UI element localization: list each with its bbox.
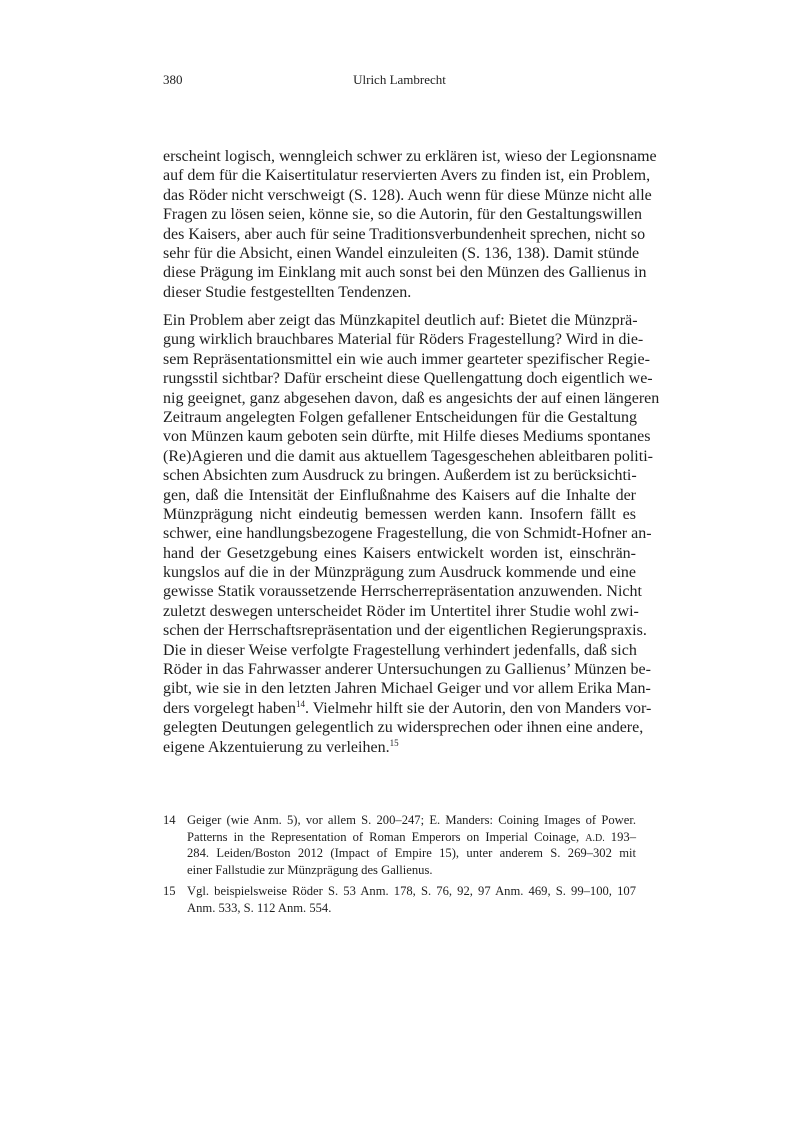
text-line [163, 698, 652, 718]
text-line: gung wirklich brauchbares Material für Röders Fragestellung? Wird in die- [163, 331, 644, 349]
text-line: gibt, wie sie in den letzten Jahren Michael Geiger und vor allem Erika Man- [163, 680, 651, 698]
text-line: kungslos auf die in der Münzprägung zum Ausdruck kommende und eine [163, 564, 636, 582]
footnote-line: 284. Leiden/Boston 2012 (Impact of Empire 15), unter anderem S. 269–302 mit [187, 846, 636, 861]
text-line: hand der Gesetzgebung eines Kaisers entwickelt worden ist, einschrän- [163, 544, 636, 562]
footnote-ref-14[interactable]: 14 [296, 698, 305, 709]
text-line: Die in dieser Weise verfolgte Fragestellung verhindert jedenfalls, daß sich [163, 641, 637, 659]
footnote-line: Geiger (wie Anm. 5), vor allem S. 200–247; E. Manders: Coining Images of Power. [187, 813, 636, 827]
text-line: Röder in das Fahrwasser anderer Untersuchungen zu Gallienus’ Münzen be- [163, 661, 651, 679]
footnote-line [187, 829, 636, 846]
footnote-ref-15[interactable]: 15 [389, 737, 399, 748]
text-segment: Patterns in the Representation of Roman Emperors on Imperial Coinage, [187, 829, 586, 844]
text-line: diese Prägung im Einklang mit auch sonst bei den Münzen des Gallienus in [163, 264, 647, 282]
text-line: Münzprägung nicht eindeutig bemessen werden kann. Insofern fällt es [163, 505, 636, 523]
text-line: von Münzen kaum geboten sein dürfte, mit Hilfe dieses Mediums spontanes [163, 428, 651, 446]
text-line: sem Repräsentationsmittel ein wie auch immer gearteter spezifischer Regie- [163, 350, 650, 368]
text-segment: ders vorgelegt haben [163, 699, 296, 717]
text-line: gen, daß die Intensität der Einflußnahme des Kaisers auf die Inhalte der [163, 486, 636, 504]
running-header-author: Ulrich Lambrecht [353, 72, 446, 87]
footnote-15 [163, 883, 636, 916]
footnote-number: 14 [163, 813, 176, 827]
footnote-line: Anm. 533, S. 112 Anm. 554. [187, 900, 332, 915]
footnote-line: einer Fallstudie zur Münzprägung des Gallienus. [187, 863, 433, 878]
text-line: das Röder nicht verschweigt (S. 128). Auch wenn für diese Münze nicht alle [163, 186, 652, 204]
text-segment: 193– [604, 829, 636, 844]
text-line: erscheint logisch, wenngleich schwer zu erklären ist, wieso der Legionsname [163, 148, 657, 165]
text-line: auf dem für die Kaisertitulatur reservierten Avers zu finden ist, ein Problem, [163, 167, 651, 185]
text-line: gelegten Deutungen gelegentlich zu widersprechen oder ihnen eine andere, [163, 719, 644, 737]
text-line: rungsstil sichtbar? Dafür erscheint diese Quellengattung doch eigentlich we- [163, 370, 653, 388]
text-line: dieser Studie festgestellten Tendenzen. [163, 283, 412, 301]
small-caps-era: A.D. [585, 832, 605, 844]
text-line: Ein Problem aber zeigt das Münzkapitel deutlich auf: Bietet die Münzprä- [163, 312, 638, 329]
text-line: sehr für die Absicht, einen Wandel einzuleiten (S. 136, 138). Damit stünde [163, 244, 640, 262]
text-line: schen der Herrschaftsrepräsentation und der eigentlichen Regierungspraxis. [163, 622, 647, 640]
footnote-14 [163, 812, 636, 879]
text-line: schen Absichten zum Ausdruck zu bringen. Außerdem ist zu berücksichti- [163, 467, 637, 485]
paragraph-1 [163, 147, 657, 302]
text-segment: eigene Akzentuierung zu verleihen. [163, 738, 390, 756]
footnote-number: 15 [163, 884, 176, 898]
text-segment: . Vielmehr hilft sie der Autorin, den von Manders vor- [305, 699, 652, 717]
text-line: Fragen zu lösen seien, könne sie, so die Autorin, für den Gestaltungswillen [163, 206, 643, 224]
footnote-line: Vgl. beispielsweise Röder S. 53 Anm. 178, S. 76, 92, 97 Anm. 469, S. 99–100, 107 [187, 884, 636, 898]
text-line: Zeitraum angelegten Folgen gefallener Entscheidungen für die Gestaltung [163, 408, 638, 426]
page-number: 380 [163, 72, 183, 87]
text-line: schwer, eine handlungsbezogene Fragestellung, die von Schmidt-Hofner an- [163, 525, 652, 543]
text-line: (Re)Agieren und die damit aus aktuellem Tagesgeschehen ableitbaren politi- [163, 447, 653, 465]
text-line: zuletzt deswegen unterscheidet Röder im Untertitel ihrer Studie wohl zwi- [163, 602, 639, 620]
text-line: des Kaisers, aber auch für seine Traditionsverbundenheit sprechen, nicht so [163, 225, 646, 243]
text-line: gewisse Statik voraussetzende Herrscherrepräsentation anzuwenden. Nicht [163, 583, 642, 601]
text-line: nig geeignet, ganz abgesehen davon, daß es angesichts der auf einen längeren [163, 389, 660, 407]
text-line [163, 738, 636, 757]
paragraph-2 [163, 311, 660, 757]
